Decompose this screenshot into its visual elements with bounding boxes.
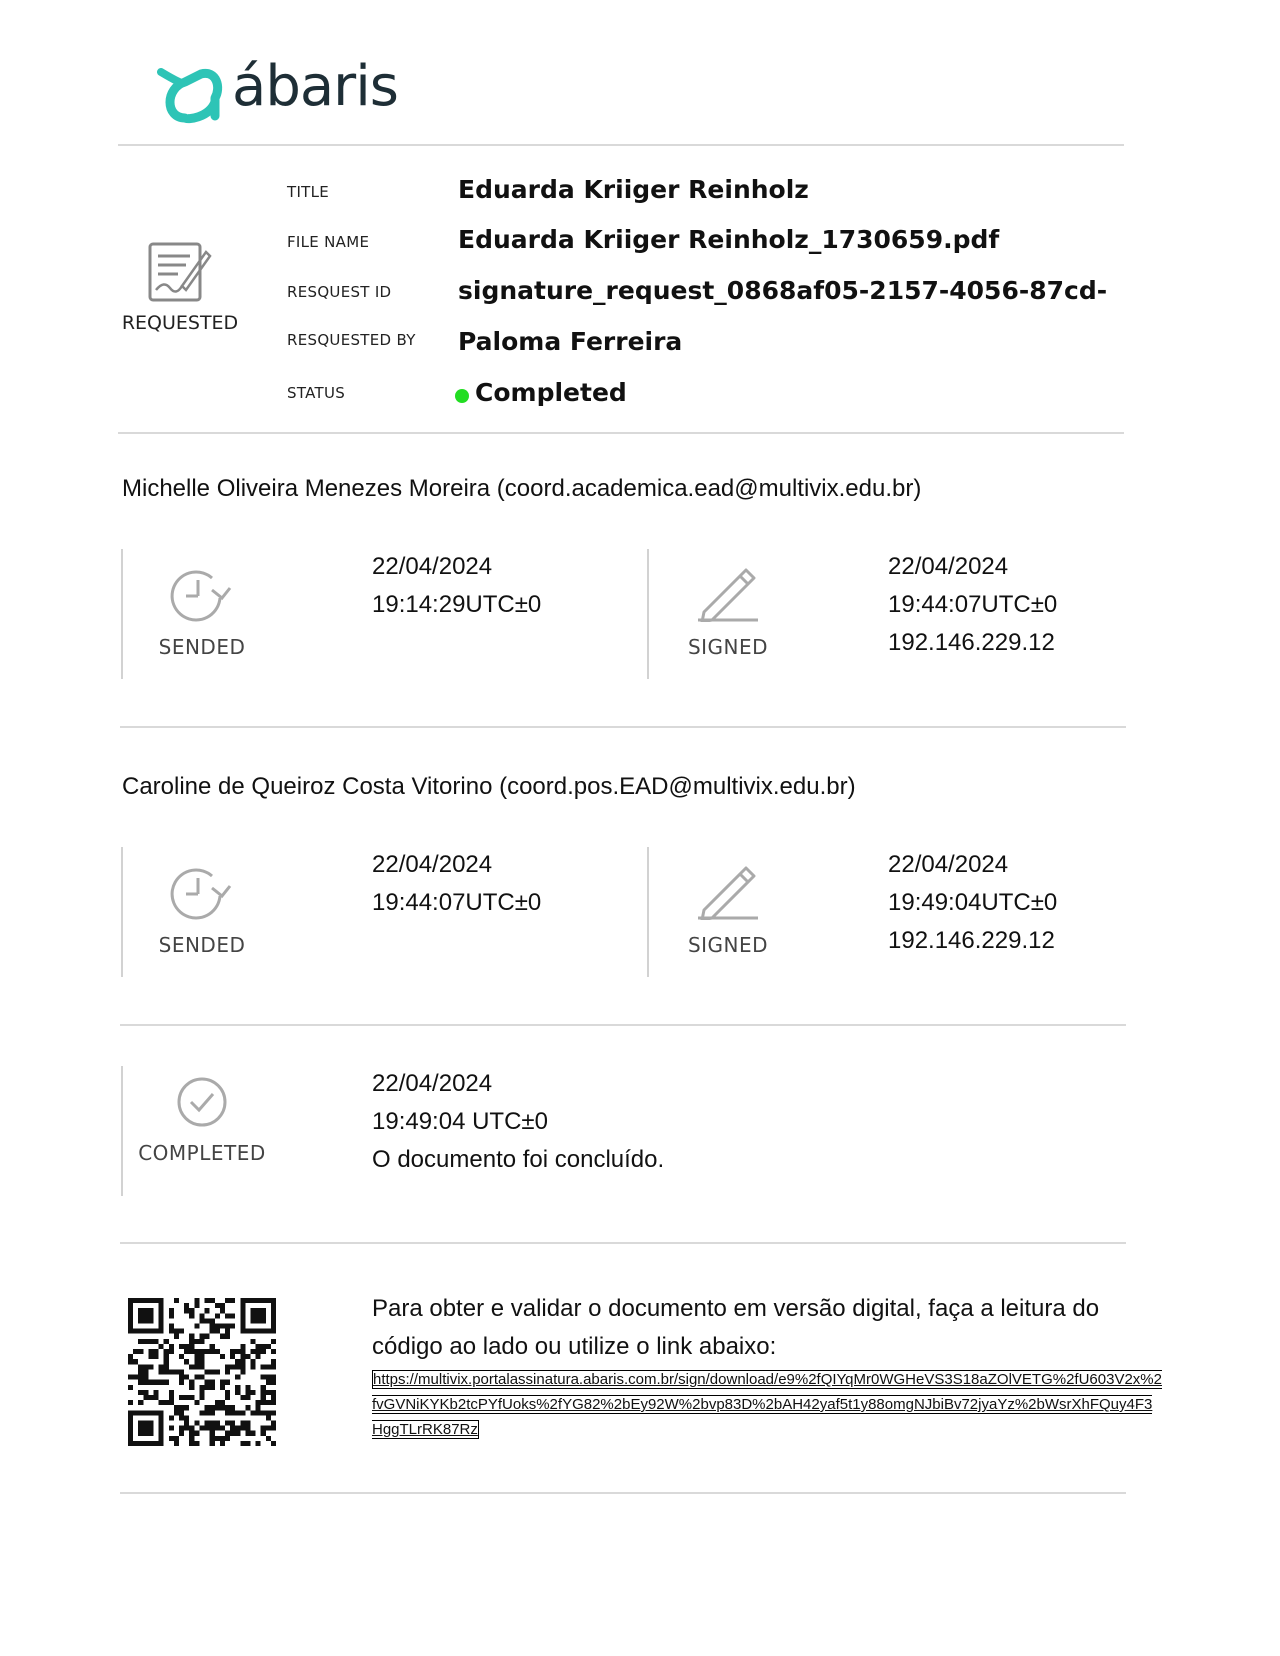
title-label: TITLE (287, 183, 330, 201)
timeline-bar (121, 549, 123, 679)
pen-signed-icon (696, 564, 760, 622)
status-dot (455, 389, 469, 403)
brand-name: ábaris (232, 54, 398, 119)
sended-time: 19:44:07UTC±0 (372, 889, 542, 916)
qr-code[interactable] (128, 1298, 276, 1446)
signed-label: SIGNED (687, 635, 769, 659)
sended-date: 22/04/2024 (372, 553, 493, 580)
divider (120, 1492, 1126, 1494)
signed-time: 19:44:07UTC±0 (888, 591, 1058, 618)
signed-date: 22/04/2024 (888, 851, 1009, 878)
file-name-label: FILE NAME (287, 233, 370, 251)
abaris-logo (157, 54, 437, 128)
timeline-bar (647, 847, 649, 977)
status-label: STATUS (287, 384, 346, 402)
divider (120, 726, 1126, 728)
pen-signed-icon (696, 862, 760, 920)
timeline-bar (647, 549, 649, 679)
completed-label: COMPLETED (138, 1141, 266, 1165)
download-link[interactable] (372, 1367, 1162, 1442)
signed-ip: 192.146.229.12 (888, 629, 1055, 656)
download-link-text[interactable]: https://multivix.portalassinatura.abaris.com.br/sign/download/e9%2fQIYqMr0WGHeVS3S18aZOlVETG%2fU603V2x%2fvGVNiKYKb2tcPYfUoks%2fYG82%2bEy92W%2bvp83D%2bAH42yaf5t1y88omgNJbiBv72jyaYz%2bWsrXhFQuy4F3HggTLrRK87Rz (372, 1371, 1162, 1438)
status-value: Completed (475, 378, 627, 407)
completed-date: 22/04/2024 (372, 1070, 493, 1097)
sended-date: 22/04/2024 (372, 851, 493, 878)
requested-by-value: Paloma Ferreira (458, 327, 683, 356)
clock-sent-icon (170, 866, 232, 920)
signed-time: 19:49:04UTC±0 (888, 889, 1058, 916)
timeline-bar (121, 1066, 123, 1196)
signer-name: Michelle Oliveira Menezes Moreira (coord.academica.ead@multivix.edu.br) (122, 475, 922, 502)
divider (120, 1024, 1126, 1026)
clock-sent-icon (170, 568, 232, 622)
requested-by-label: RESQUESTED BY (287, 331, 416, 349)
sended-label: SENDED (158, 933, 246, 957)
abaris-logo-icon (157, 58, 227, 124)
validation-instructions: Para obter e validar o documento em versão digital, faça a leitura do código ao lado ou utilize o link abaixo: (372, 1295, 1100, 1360)
divider (118, 432, 1124, 434)
completed-message: O documento foi concluído. (372, 1146, 665, 1173)
signed-date: 22/04/2024 (888, 553, 1009, 580)
sended-time: 19:14:29UTC±0 (372, 591, 542, 618)
title-value: Eduarda Kriiger Reinholz (458, 175, 809, 204)
file-name-value: Eduarda Kriiger Reinholz_1730659.pdf (458, 225, 1000, 254)
request-id-value: signature_request_0868af05-2157-4056-87cd- (458, 276, 1108, 305)
divider (120, 1242, 1126, 1244)
signed-label: SIGNED (687, 933, 769, 957)
sended-label: SENDED (158, 635, 246, 659)
requested-label: REQUESTED (121, 312, 239, 334)
signer-name: Caroline de Queiroz Costa Vitorino (coord.pos.EAD@multivix.edu.br) (122, 773, 856, 800)
document-signature-icon (146, 240, 212, 306)
signed-ip: 192.146.229.12 (888, 927, 1055, 954)
completed-time: 19:49:04 UTC±0 (372, 1108, 548, 1135)
check-circle-icon (176, 1076, 228, 1128)
divider (118, 144, 1124, 146)
timeline-bar (121, 847, 123, 977)
request-id-label: RESQUEST ID (287, 283, 392, 301)
